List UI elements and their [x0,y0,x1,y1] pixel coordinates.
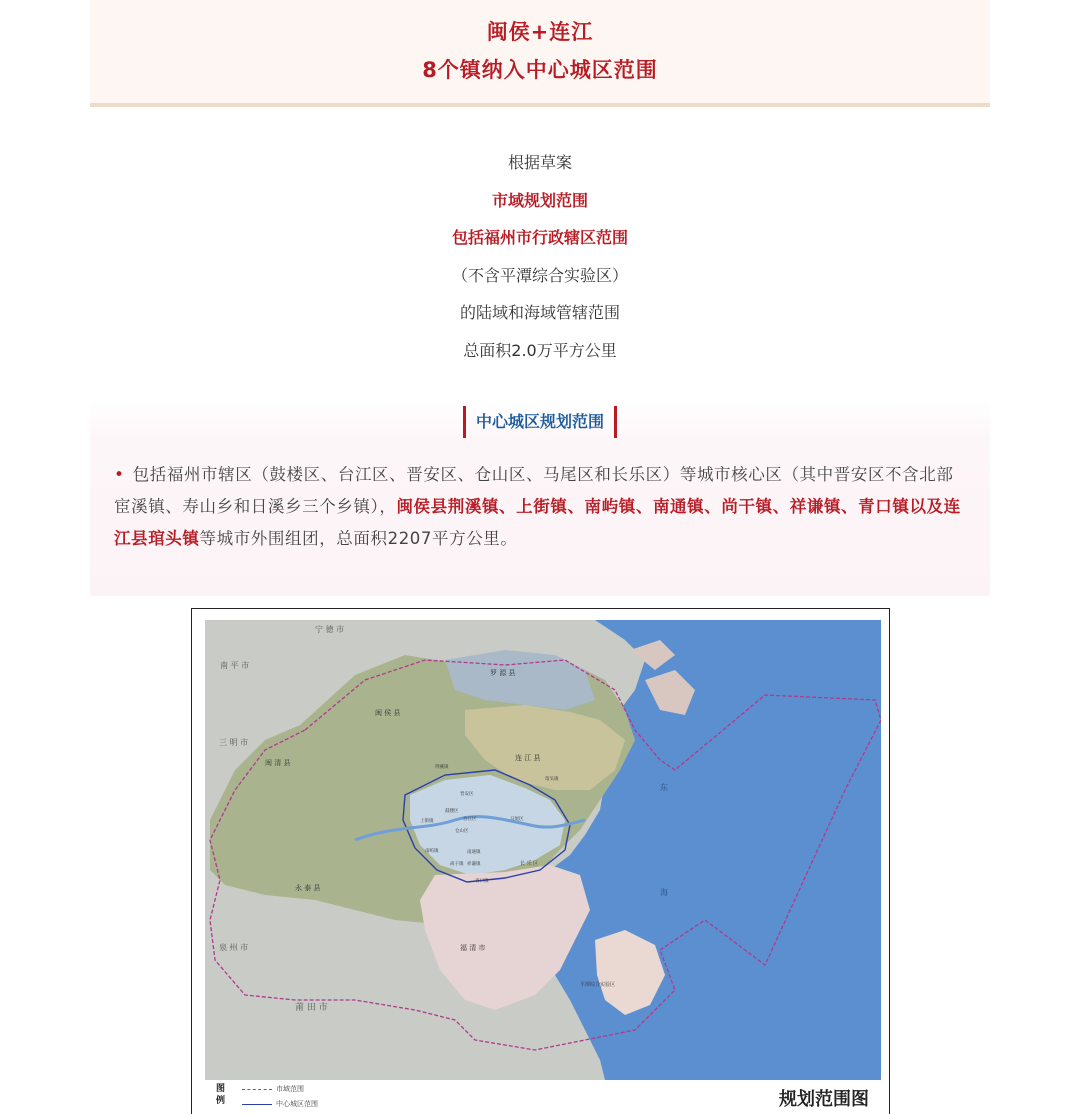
label-taijiang: 台江区 [463,817,477,822]
label-putian: 莆 田 市 [295,1003,328,1013]
legend-heading-char: 图 [216,1084,226,1094]
paragraph-text-end: 等城市外围组团，总面积2207平方公里。 [199,529,518,548]
label-minhou: 闽 侯 县 [375,709,401,717]
intro-line: 总面积2.0万平方公里 [463,340,617,360]
map-legend [216,1083,416,1113]
legend-item-center [242,1098,318,1110]
legend-label: 中心城区范围 [276,1100,318,1108]
section-title [90,406,990,440]
legend-heading [216,1083,225,1107]
paragraph-text: 包括福州市辖区（鼓楼区、台江区、晋安区、仓山区、马尾区和长乐区）等城市核心区（其中晋安区不含北部宦溪镇、寿山乡和日溪乡三个乡镇）， [114,465,954,516]
label-sanming: 三 明 市 [219,738,249,747]
label-luoyuan: 罗 源 县 [490,669,516,677]
legend-swatch [242,1089,272,1090]
intro-line: （不含平潭综合实验区） [451,265,628,285]
label-nanping: 南 平 市 [220,661,250,670]
legend-swatch [242,1104,272,1105]
bullet-paragraph [114,459,964,555]
label-mawei: 马尾区 [510,817,524,822]
headline-line-2: 8个镇纳入中心城区范围 [422,58,658,82]
section-title-label: 中心城区规划范围 [463,406,617,438]
intro-line: 市域规划范围 [491,190,588,210]
label-yongtai: 永 泰 县 [295,884,321,892]
label-jingxi: 荆溪镇 [435,765,449,770]
label-sea-east: 东 [660,783,668,792]
paragraph-emphasis: 闽侯县荆溪镇、上街镇、南屿镇、南通镇、尚干镇、祥谦镇、青口镇以及连江县琯头镇 [114,497,961,548]
planning-map [191,608,890,1114]
label-ningde: 宁 德 市 [315,625,345,634]
label-shangjie: 上街镇 [420,819,434,824]
label-xiangqian: 祥谦镇 [467,862,481,867]
label-cangshan: 仓山区 [455,829,469,834]
legend-label: 市域范围 [276,1085,304,1093]
intro-line: 的陆域和海域管辖范围 [459,303,620,323]
label-fuqing: 福 清 市 [460,944,486,952]
bullet-dot: • [114,465,125,485]
intro-line: 包括福州市行政辖区范围 [451,228,628,248]
map-image [205,620,881,1080]
label-nantong: 南通镇 [467,850,481,855]
intro-block [90,148,990,374]
map-caption: 规划范围图 [779,1089,869,1110]
label-changle: 长 乐 区 [520,861,539,867]
label-quanzhou: 泉 州 市 [219,943,249,952]
label-guantou: 琯头镇 [545,777,559,782]
label-lianjiang: 连 江 县 [515,754,541,762]
label-minqing: 闽 清 县 [265,759,291,767]
label-pingtan: 平潭综合实验区 [580,982,616,988]
headline-line-1: 闽侯+连江 [486,20,594,44]
label-sea: 海 [660,888,668,897]
legend-heading-char: 例 [216,1096,226,1106]
intro-line: 根据草案 [507,153,572,172]
headline-banner [90,0,990,107]
label-gulou: 鼓楼区 [445,809,459,814]
legend-item-city [242,1083,304,1095]
label-qingkou: 青口镇 [475,879,489,884]
label-jinan: 晋安区 [460,792,474,797]
label-shanggan: 尚干镇 [450,862,464,867]
label-nanyu: 南屿镇 [425,849,439,854]
